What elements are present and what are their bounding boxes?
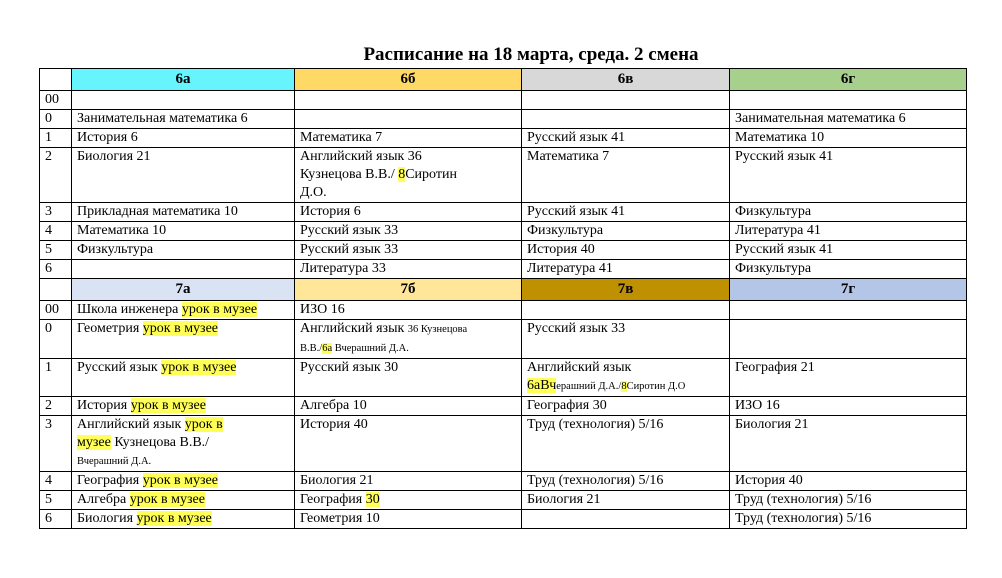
schedule-table [39,68,967,529]
lesson-cell: ИЗО 16 [295,301,522,320]
lesson-number: 4 [40,222,72,241]
lesson-text: Геометрия [77,321,143,336]
class-header-7b: 7б [295,279,522,301]
lesson-cell: Биология 21 [72,148,295,203]
table-row [40,359,967,397]
header-blank-cell [40,69,72,91]
teacher-text: Сиротин Д.О [626,381,686,392]
lesson-cell [72,91,295,110]
header-blank-cell [40,279,72,301]
lesson-cell [295,91,522,110]
lesson-cell: Математика 10 [730,129,967,148]
lesson-cell [295,148,522,203]
lesson-cell [295,110,522,129]
lesson-number: 6 [40,260,72,279]
lesson-number: 4 [40,472,72,491]
lesson-text: Английский язык [77,417,185,432]
table-row [40,148,967,203]
lesson-cell: Труд (технология) 5/16 [522,472,730,491]
table-row [40,472,967,491]
lesson-cell: Русский язык 41 [730,241,967,260]
lesson-cell: История 40 [295,416,522,472]
museum-lesson-tag: урок в [184,417,223,432]
table-row [40,203,967,222]
table-row [40,129,967,148]
lesson-cell: Геометрия 10 [295,510,522,529]
lesson-cell: История 40 [522,241,730,260]
lesson-cell [72,416,295,472]
teacher-text: Вчерашний Д.А. [332,343,409,354]
grade6-header-row [40,69,967,91]
museum-lesson-tag: урок в музее [136,511,212,526]
lesson-text: География [300,492,366,507]
lesson-cell [72,510,295,529]
lesson-text: Английский язык 36 [300,149,422,164]
table-row [40,416,967,472]
table-row [40,110,967,129]
class-header-6g: 6г [730,69,967,91]
lesson-cell: Труд (технология) 5/16 [730,510,967,529]
lesson-text: Алгебра [77,492,130,507]
lesson-cell [522,510,730,529]
lesson-cell: Труд (технология) 5/16 [730,491,967,510]
lesson-number: 00 [40,301,72,320]
lesson-cell: Физкультура [730,203,967,222]
class-header-6b: 6б [295,69,522,91]
lesson-cell: Труд (технология) 5/16 [522,416,730,472]
table-row [40,397,967,416]
lesson-cell [72,397,295,416]
lesson-number: 0 [40,320,72,359]
highlight-text: 8 [398,167,406,182]
teacher-text: Сиротин [405,167,457,182]
lesson-cell: Литература 41 [730,222,967,241]
class-header-6v: 6в [522,69,730,91]
class-header-6a: 6а [72,69,295,91]
lesson-cell [72,472,295,491]
lesson-number: 0 [40,110,72,129]
museum-lesson-tag: урок в музее [181,302,258,317]
class-header-7v: 7в [522,279,730,301]
highlight-text: 6аВч [527,378,557,393]
lesson-text: История [77,398,131,413]
lesson-cell: Литература 33 [295,260,522,279]
lesson-cell: Занимательная математика 6 [730,110,967,129]
table-row [40,301,967,320]
table-row [40,241,967,260]
lesson-cell: Русский язык 41 [522,203,730,222]
page-title: Расписание на 18 марта, среда. 2 смена [363,44,699,65]
teacher-text: Вчерашний Д.А. [77,456,152,467]
highlight-text: 6а [322,343,333,354]
lesson-number: 2 [40,397,72,416]
teacher-text: 36 Кузнецова [407,324,468,335]
lesson-cell [522,91,730,110]
lesson-cell [72,301,295,320]
lesson-cell: География 21 [730,359,967,397]
lesson-number: 00 [40,91,72,110]
lesson-cell: Математика 7 [295,129,522,148]
teacher-text: В.В./ [300,343,323,354]
lesson-cell: История 40 [730,472,967,491]
lesson-cell: Русский язык 33 [295,222,522,241]
lesson-text: Русский язык [77,360,162,375]
lesson-text: Английский язык [300,321,408,336]
lesson-number: 3 [40,203,72,222]
lesson-number: 2 [40,148,72,203]
lesson-cell [295,320,522,359]
teacher-text: Кузнецова В.В./ [110,435,210,450]
lesson-cell: Прикладная математика 10 [72,203,295,222]
class-header-7g: 7г [730,279,967,301]
table-row [40,491,967,510]
lesson-cell [730,301,967,320]
lesson-number: 5 [40,491,72,510]
lesson-cell: Занимательная математика 6 [72,110,295,129]
lesson-cell: ИЗО 16 [730,397,967,416]
lesson-cell: Литература 41 [522,260,730,279]
museum-lesson-tag: урок в музее [161,360,237,375]
lesson-text: Английский язык [527,360,632,375]
table-row [40,320,967,359]
lesson-cell: Биология 21 [295,472,522,491]
lesson-text: География [77,473,143,488]
lesson-text: Биология [77,511,137,526]
lesson-cell: География 30 [522,397,730,416]
lesson-cell: Математика 10 [72,222,295,241]
lesson-cell [522,110,730,129]
lesson-cell: Физкультура [730,260,967,279]
lesson-cell: Русский язык 41 [730,148,967,203]
class-header-7a: 7а [72,279,295,301]
table-row [40,260,967,279]
highlight-text: 8 [621,381,627,392]
lesson-cell: Русский язык 33 [295,241,522,260]
museum-lesson-tag: музее [77,435,111,450]
lesson-cell [72,491,295,510]
lesson-cell: Русский язык 30 [295,359,522,397]
lesson-cell [72,260,295,279]
museum-lesson-tag: урок в музее [142,473,218,488]
teacher-text: ерашний Д.А./ [556,381,622,392]
table-row [40,91,967,110]
lesson-cell: Алгебра 10 [295,397,522,416]
grade7-header-row [40,279,967,301]
lesson-cell [295,491,522,510]
lesson-number: 5 [40,241,72,260]
lesson-cell [730,320,967,359]
museum-lesson-tag: урок в музее [142,321,219,336]
lesson-cell: История 6 [72,129,295,148]
lesson-text: Школа инженера [77,302,182,317]
lesson-cell [72,359,295,397]
table-row [40,510,967,529]
teacher-text: Кузнецова В.В./ [300,167,399,182]
highlight-text: 30 [365,492,380,507]
table-row [40,222,967,241]
lesson-cell: Биология 21 [522,491,730,510]
lesson-cell: Русский язык 33 [522,320,730,359]
lesson-cell: История 6 [295,203,522,222]
lesson-cell: Биология 21 [730,416,967,472]
museum-lesson-tag: урок в музее [129,492,205,507]
lesson-cell [72,320,295,359]
lesson-cell: Физкультура [72,241,295,260]
teacher-text: Д.О. [300,185,327,200]
lesson-number: 1 [40,359,72,397]
lesson-number: 3 [40,416,72,472]
lesson-cell [522,359,730,397]
lesson-cell: Физкультура [522,222,730,241]
lesson-cell: Русский язык 41 [522,129,730,148]
lesson-cell [522,301,730,320]
museum-lesson-tag: урок в музее [130,398,206,413]
lesson-cell [730,91,967,110]
lesson-number: 6 [40,510,72,529]
lesson-cell: Математика 7 [522,148,730,203]
lesson-number: 1 [40,129,72,148]
